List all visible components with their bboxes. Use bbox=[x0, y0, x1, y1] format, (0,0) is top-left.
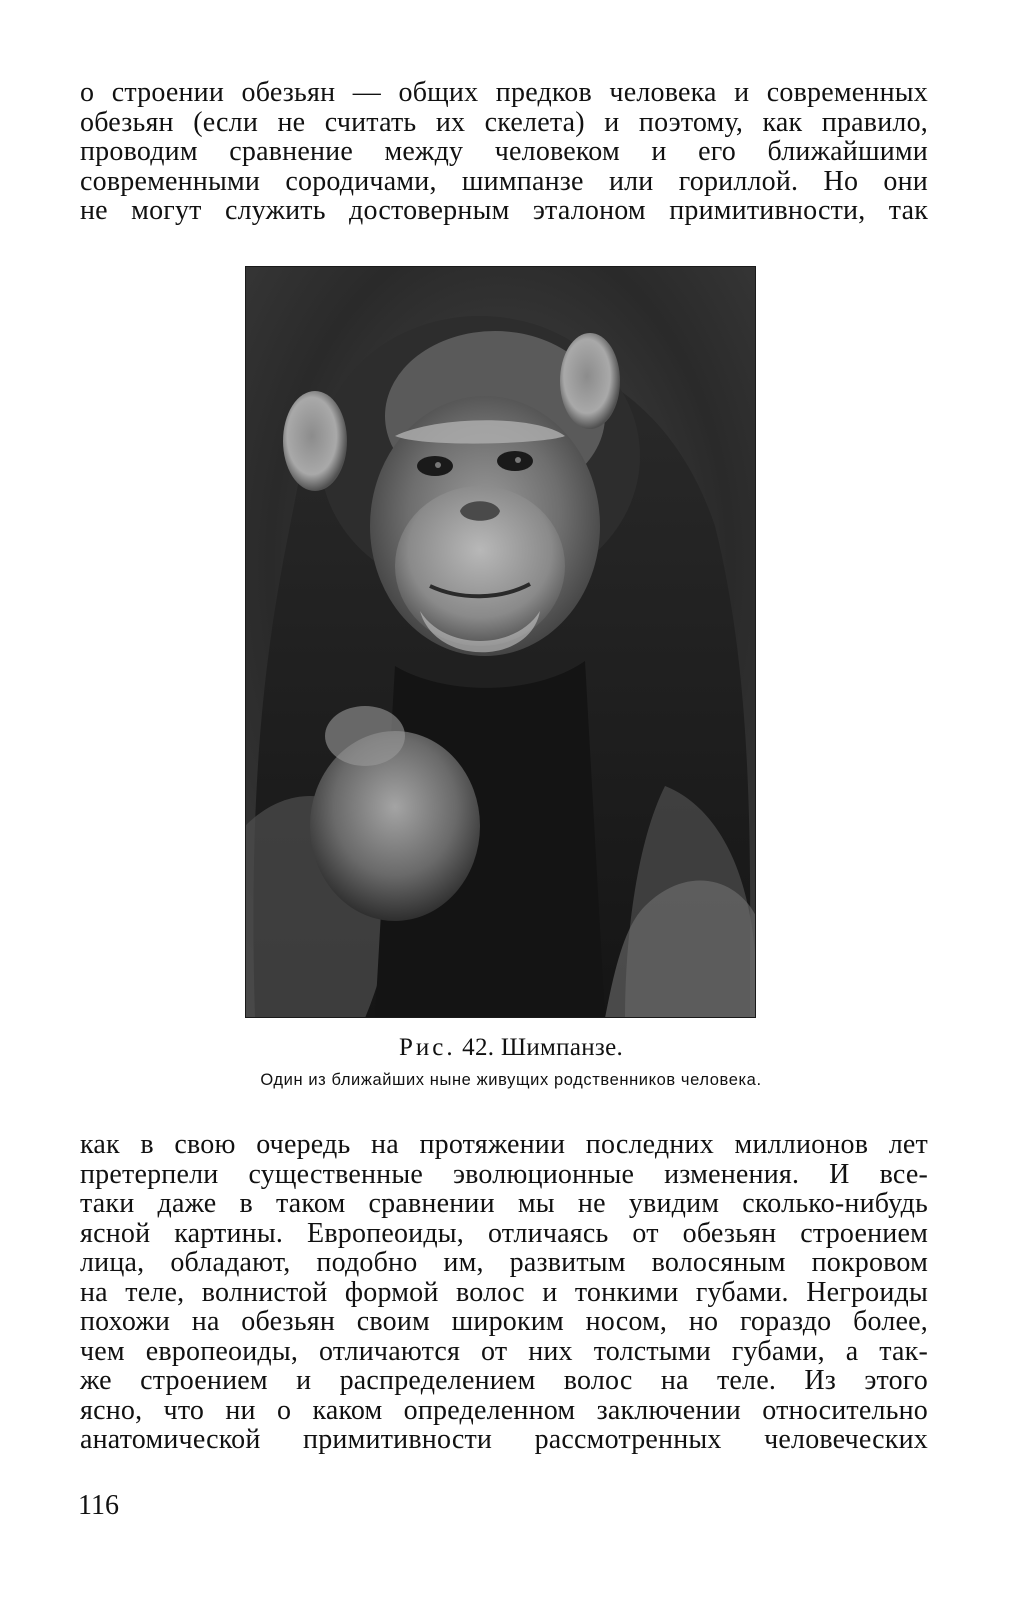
text-line: как в свою очередь на протяжении последних миллионов лет bbox=[80, 1129, 928, 1160]
text-line: обезьян (если не считать их скелета) и поэтому, как правило, bbox=[80, 106, 928, 138]
figure-number: 42. bbox=[462, 1034, 495, 1061]
text-line: ясно, что ни о каком определенном заключении относительно bbox=[80, 1394, 928, 1426]
figure-caption-title bbox=[0, 1034, 1022, 1062]
text-line: анатомической примитивности рассмотренных человеческих bbox=[80, 1424, 928, 1455]
chimpanzee-photo bbox=[245, 266, 756, 1018]
figure-caption-subtitle: Один из ближайших ныне живущих родственников человека. bbox=[260, 1071, 762, 1089]
text-line: о строении обезьян — общих предков человека и современных bbox=[80, 77, 928, 108]
bottom-paragraph bbox=[80, 1130, 928, 1455]
page-number: 116 bbox=[78, 1490, 119, 1521]
figure-label: Рис. bbox=[398, 1034, 456, 1061]
text-line: ясной картины. Европеоиды, отличаясь от обезьян строением bbox=[80, 1217, 928, 1249]
text-line: похожи на обезьян своим широким носом, но гораздо более, bbox=[80, 1306, 928, 1337]
text-line: претерпели существенные эволюционные изменения. И все- bbox=[80, 1158, 928, 1190]
text-line: проводим сравнение между человеком и его ближайшими bbox=[80, 136, 928, 167]
text-line: таки даже в таком сравнении мы не увидим сколько-нибудь bbox=[80, 1188, 928, 1219]
text-line: современными сородичами, шимпанзе или гориллой. Но они bbox=[80, 165, 928, 197]
text-line: на теле, волнистой формой волос и тонкими губами. Негроиды bbox=[80, 1276, 928, 1308]
top-paragraph bbox=[80, 78, 928, 226]
text-line: лица, обладают, подобно им, развитым волосяным покровом bbox=[80, 1247, 928, 1278]
text-line: же строением и распределением волос на теле. Из этого bbox=[80, 1365, 928, 1396]
figure-title: Шимпанзе. bbox=[500, 1034, 624, 1061]
text-line: не могут служить достоверным эталоном примитивности, так bbox=[80, 195, 928, 226]
text-line: чем европеоиды, отличаются от них толстыми губами, а так- bbox=[80, 1335, 928, 1367]
